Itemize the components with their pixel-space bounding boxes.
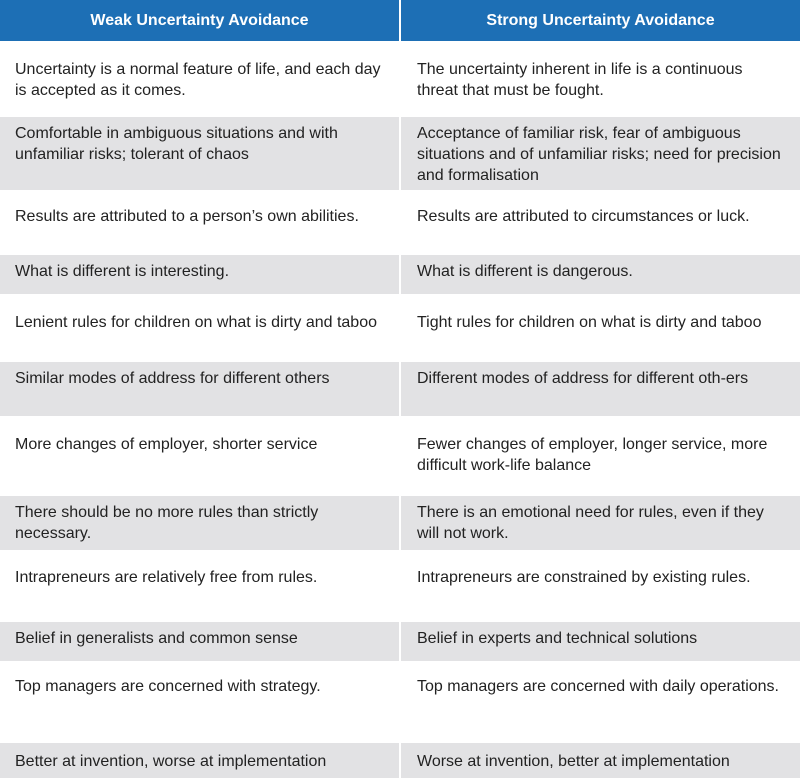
strong-cell: Belief in experts and technical solutions xyxy=(400,621,800,662)
strong-cell: What is different is dangerous. xyxy=(400,254,800,295)
header-strong: Strong Uncertainty Avoidance xyxy=(400,0,800,41)
weak-cell: Similar modes of address for different others xyxy=(0,361,400,417)
strong-cell: Worse at invention, better at implementation xyxy=(400,742,800,779)
strong-cell: The uncertainty inherent in life is a continuous threat that must be fought. xyxy=(400,41,800,116)
weak-cell: More changes of employer, shorter service xyxy=(0,417,400,495)
strong-cell: Results are attributed to circumstances or luck. xyxy=(400,191,800,254)
table-row xyxy=(0,551,800,621)
weak-cell: Lenient rules for children on what is dirty and taboo xyxy=(0,295,400,361)
weak-cell: There should be no more rules than strictly necessary. xyxy=(0,495,400,551)
strong-cell: Acceptance of familiar risk, fear of ambiguous situations and of unfamiliar risks; need for precision and formalisation xyxy=(400,116,800,191)
strong-cell: Tight rules for children on what is dirty and taboo xyxy=(400,295,800,361)
table-row xyxy=(0,116,800,191)
table-row xyxy=(0,495,800,551)
header-weak: Weak Uncertainty Avoidance xyxy=(0,0,400,41)
weak-cell: What is different is interesting. xyxy=(0,254,400,295)
table-row xyxy=(0,41,800,116)
weak-cell: Intrapreneurs are relatively free from rules. xyxy=(0,551,400,621)
table-row xyxy=(0,361,800,417)
table-row xyxy=(0,191,800,254)
strong-cell: There is an emotional need for rules, even if they will not work. xyxy=(400,495,800,551)
weak-cell: Top managers are concerned with strategy. xyxy=(0,662,400,742)
table-row xyxy=(0,742,800,779)
table-row xyxy=(0,417,800,495)
strong-cell: Top managers are concerned with daily operations. xyxy=(400,662,800,742)
table-row xyxy=(0,254,800,295)
header-row xyxy=(0,0,800,41)
weak-cell: Better at invention, worse at implementation xyxy=(0,742,400,779)
weak-cell: Comfortable in ambiguous situations and with unfamiliar risks; tolerant of chaos xyxy=(0,116,400,191)
weak-cell: Uncertainty is a normal feature of life, and each day is accepted as it comes. xyxy=(0,41,400,116)
table-row xyxy=(0,621,800,662)
weak-cell: Belief in generalists and common sense xyxy=(0,621,400,662)
table-row xyxy=(0,662,800,742)
weak-cell: Results are attributed to a person’s own abilities. xyxy=(0,191,400,254)
strong-cell: Fewer changes of employer, longer service, more difficult work-life balance xyxy=(400,417,800,495)
strong-cell: Different modes of address for different oth-ers xyxy=(400,361,800,417)
table-row xyxy=(0,295,800,361)
strong-cell: Intrapreneurs are constrained by existing rules. xyxy=(400,551,800,621)
